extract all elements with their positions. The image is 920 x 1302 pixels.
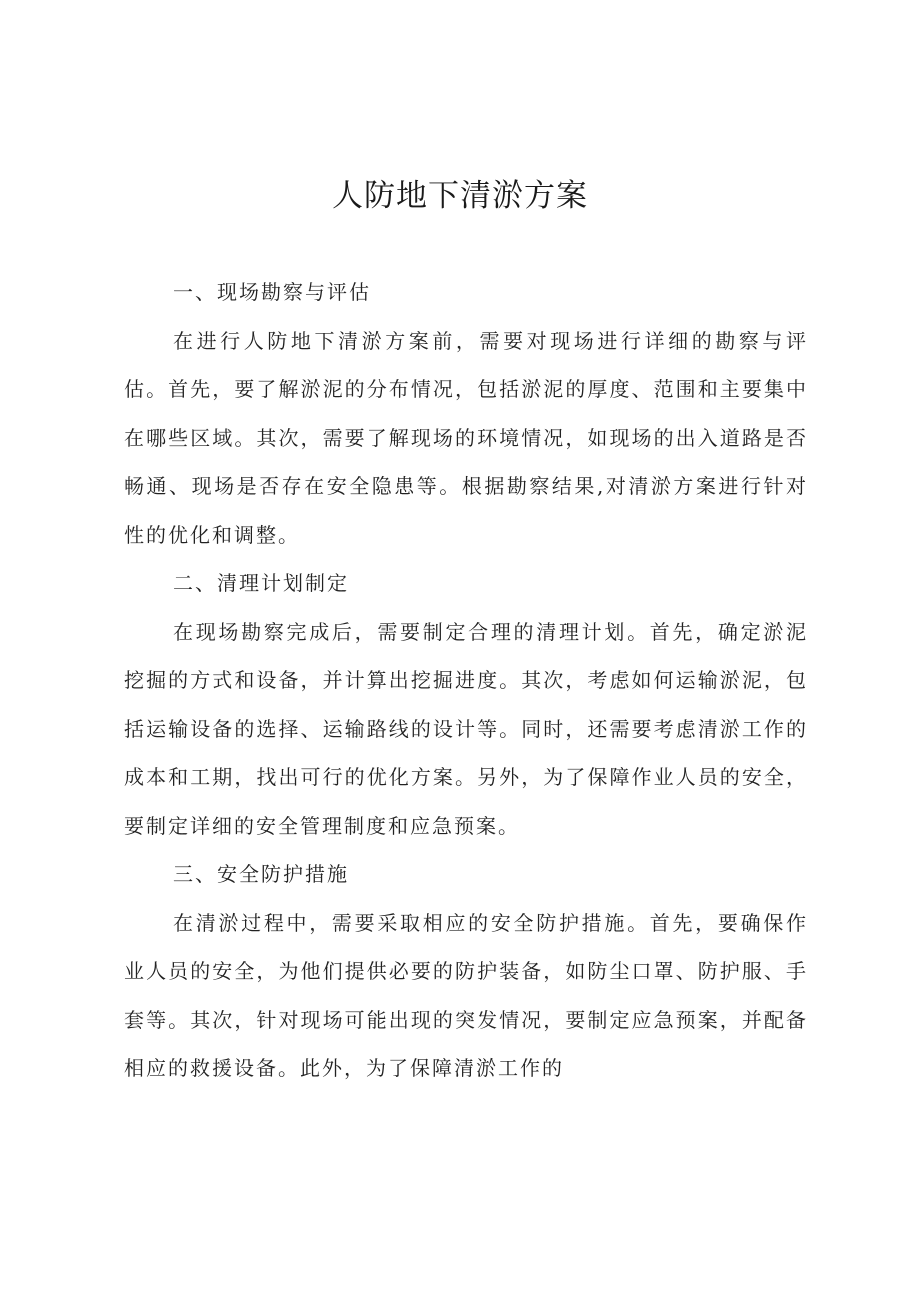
document-body bbox=[124, 268, 808, 1093]
document-title: 人防地下清淤方案 bbox=[332, 178, 588, 214]
section-cleanup-plan bbox=[124, 559, 808, 850]
section-safety-measures bbox=[124, 850, 808, 1093]
section-paragraph: 在进行人防地下清淤方案前，需要对现场进行详细的勘察与评估。首先，要了解淤泥的分布情况，包括淤泥的厚度、范围和主要集中在哪些区域。其次，需要了解现场的环境情况，如现场的出入道路是否畅通、现场是否存在安全隐患等。根据勘察结果,对清淤方案进行针对性的优化和调整。 bbox=[124, 328, 808, 547]
section-heading: 三、安全防护措施 bbox=[173, 862, 349, 886]
section-heading: 二、清理计划制定 bbox=[173, 571, 349, 595]
section-paragraph: 在现场勘察完成后，需要制定合理的清理计划。首先，确定淤泥挖掘的方式和设备，并计算出挖掘进度。其次，考虑如何运输淤泥，包括运输设备的选择、运输路线的设计等。同时，还需要考虑清淤工作的成本和工期，找出可行的优化方案。另外，为了保障作业人员的安全，要制定详细的安全管理制度和应急预案。 bbox=[124, 619, 808, 838]
section-site-survey bbox=[124, 268, 808, 559]
section-heading: 一、现场勘察与评估 bbox=[173, 280, 371, 304]
section-paragraph: 在清淤过程中，需要采取相应的安全防护措施。首先，要确保作业人员的安全，为他们提供必要的防护装备，如防尘口罩、防护服、手套等。其次，针对现场可能出现的突发情况，要制定应急预案，并配备相应的救援设备。此外，为了保障清淤工作的 bbox=[124, 910, 808, 1080]
